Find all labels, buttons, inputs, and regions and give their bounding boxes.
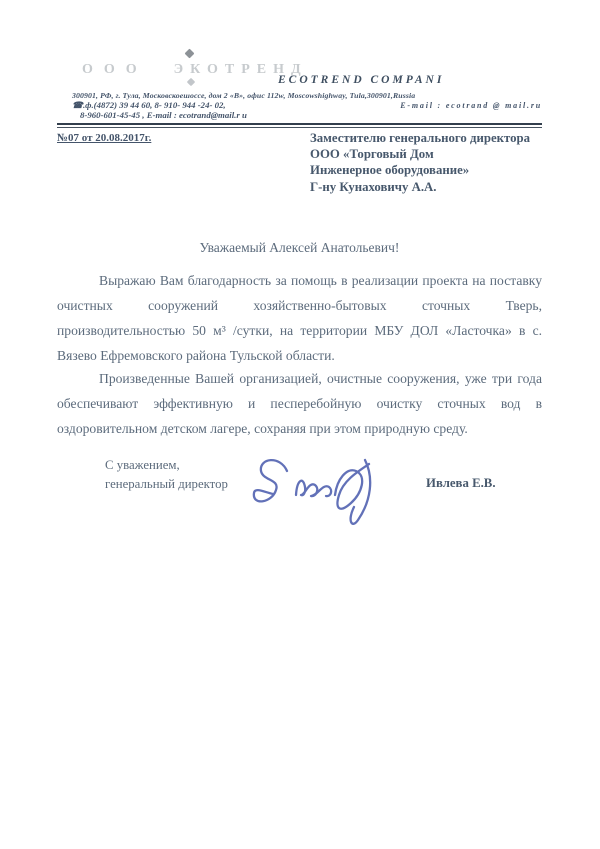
- logo-ooo-text: ООО: [82, 62, 148, 77]
- logo-brand-text: ЭКОТРЕНД: [173, 62, 308, 77]
- addressee-line: Заместителю генерального директора: [310, 131, 531, 145]
- phone-line-2: 8-960-601-45-45 , E-mail : ecotrand@mail.r u: [80, 110, 247, 120]
- company-name-latin: ECOTREND COMPANI: [278, 74, 445, 86]
- body-paragraph-2: Произведенные Вашей организацией, очистные сооружения, уже три года обеспечивают эффективную и песперебойную очистку сточных вод в оздоровительном детском лагере, сохраняя при этом природную среду.: [57, 371, 542, 436]
- phone-line: ☎.ф.(4872) 39 44 60, 8- 910- 944 -24- 02,: [72, 100, 226, 110]
- salutation: Уважаемый Алексей Анатольевич!: [199, 240, 400, 255]
- letterhead-logo: [82, 60, 308, 78]
- addressee-line: Инженерное оборудование»: [310, 163, 470, 178]
- signature-closing: [105, 456, 228, 493]
- handwritten-signature: [240, 444, 400, 534]
- closing-line: С уважением,: [105, 458, 180, 472]
- email-line: E-mail : ecotrand @ mail.ru: [400, 101, 542, 110]
- addressee-line: Г-ну Кунаховичу А.А.: [310, 179, 437, 194]
- company-address: 300901, РФ, г. Тула, Московскоешоссе, дом 2 «В», офис 112w, Moscowshighway, Tula,300901,Russia: [72, 91, 416, 100]
- logo-diamond-bottom-icon: [187, 78, 195, 86]
- letterhead-divider: [57, 123, 542, 128]
- closing-line: генеральный директор: [105, 476, 228, 491]
- body-paragraph-1: Выражаю Вам благодарность за помощь в реализации проекта на поставку очистных сооружений хозяйственно-бытовых сточных Тверь, производительностью 50 м³ /сутки, на территории МБУ ДОЛ «Ласточка» в с. Вязево Ефремовского района Тульской области.: [57, 273, 542, 363]
- addressee-line: ООО «Торговый Дом: [310, 147, 434, 162]
- logo-diamond-top-icon: [185, 49, 195, 59]
- reference-number: №07 от 20.08.2017г.: [57, 132, 152, 144]
- signer-name: Ивлева Е.В.: [426, 476, 496, 490]
- addressee-block: [310, 130, 530, 195]
